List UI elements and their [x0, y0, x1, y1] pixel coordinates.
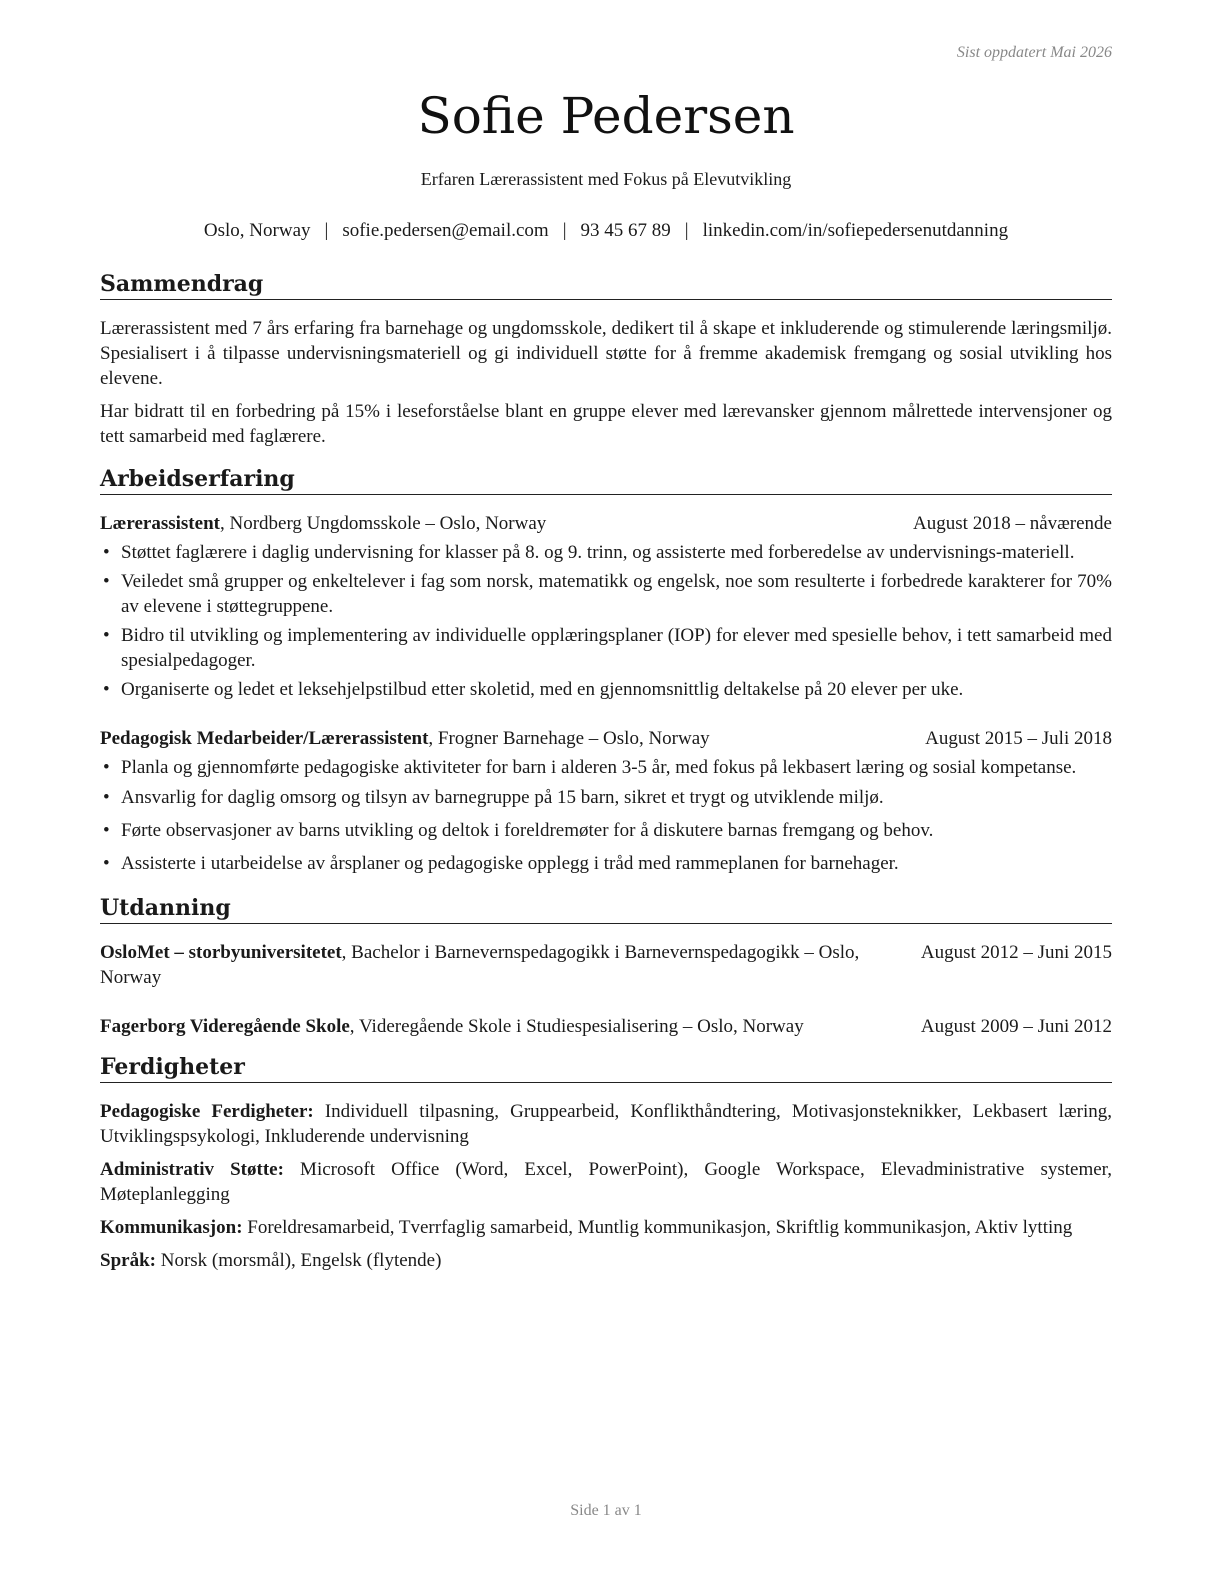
- job-bullet: • Støttet faglærere i daglig undervisning for klasser på 8. og 9. trinn, og assisterte med forberedelse av undervisnings-materiell.: [100, 540, 1112, 565]
- education-date: August 2012 – Juni 2015: [920, 942, 1112, 963]
- education-date: August 2009 – Juni 2012: [920, 1016, 1112, 1037]
- job-date: August 2015 – Juli 2018: [925, 728, 1112, 749]
- skill-group: [100, 1248, 1112, 1273]
- skills-section: [100, 1053, 1112, 1273]
- skill-text: Norsk (morsmål), Engelsk (flytende): [155, 1250, 442, 1271]
- section-heading-experience: Arbeidserfaring: [100, 465, 1112, 495]
- job-bullet: • Assisterte i utarbeidelse av årsplaner og pedagogiske opplegg i tråd med rammeplanen for barnehager.: [100, 851, 1112, 876]
- contact-separator: |: [324, 220, 329, 241]
- contact-location: Oslo, Norway: [203, 220, 311, 241]
- job-employer: , Nordberg Ungdomsskole – Oslo, Norway: [219, 513, 547, 534]
- education-section: [100, 894, 1112, 1039]
- degree: , Videregående Skole i Studiespesialisering – Oslo, Norway: [349, 1016, 804, 1037]
- job-bullet: • Organiserte og ledet et leksehjelpstilbud etter skoletid, med en gjennomsnittlig deltakelse på 20 elever per uke.: [100, 677, 1112, 702]
- job-title: Lærerassistent: [100, 513, 220, 534]
- job-date: August 2018 – nåværende: [913, 513, 1112, 534]
- education-entry: [100, 940, 1112, 990]
- contact-separator: |: [562, 220, 567, 241]
- summary-paragraph: Har bidratt til en forbedring på 15% i leseforståelse blant en gruppe elever med lærevansker gjennom målrettede intervensjoner og tett samarbeid med faglærere.: [100, 401, 1112, 447]
- job-bullet: • Planla og gjennomførte pedagogiske aktiviteter for barn i alderen 3-5 år, med fokus på lekbasert læring og sosial kompetanse.: [100, 755, 1112, 780]
- job-bullet: • Ansvarlig for daglig omsorg og tilsyn av barnegruppe på 15 barn, sikret et trygt og utviklende miljø.: [100, 785, 1112, 810]
- summary-section: [100, 270, 1112, 449]
- skill-label: Kommunikasjon:: [100, 1217, 243, 1238]
- education-entry: [100, 1014, 1112, 1039]
- skill-text: Foreldresamarbeid, Tverrfaglig samarbeid, Muntlig kommunikasjon, Skriftlig kommunikasjon, Aktiv lytting: [242, 1217, 1073, 1238]
- school-name: OsloMet – storbyuniversitetet: [100, 942, 342, 963]
- contact-linkedin[interactable]: linkedin.com/in/sofiepedersenutdanning: [702, 220, 1009, 241]
- candidate-name: Sofie Pedersen: [417, 87, 795, 145]
- contact-email[interactable]: sofie.pedersen@email.com: [342, 220, 549, 241]
- school-name: Fagerborg Videregående Skole: [100, 1016, 350, 1037]
- contact-line: [100, 218, 1112, 244]
- skill-label: Administrativ Støtte:: [100, 1159, 284, 1180]
- job-entry: [100, 511, 1112, 702]
- job-bullet: • Bidro til utvikling og implementering av individuelle opplæringsplaner (IOP) for elever med spesielle behov, i tett samarbeid med spesialpedagoger.: [100, 623, 1112, 673]
- last-updated: Sist oppdatert Mai 2026: [956, 44, 1112, 61]
- contact-separator: |: [684, 220, 689, 241]
- skill-text: Individuell tilpasning, Gruppearbeid, Konflikthåndtering, Motivasjonsteknikker, Lekbasert læring, Utviklingspsykologi, Inkluderende undervisning: [100, 1101, 1112, 1147]
- skill-label: Pedagogiske Ferdigheter:: [100, 1101, 314, 1122]
- skill-label: Språk:: [100, 1250, 156, 1271]
- skill-group: [100, 1215, 1112, 1240]
- section-heading-skills: Ferdigheter: [100, 1053, 1112, 1083]
- job-title: Pedagogisk Medarbeider/Lærerassistent: [100, 728, 429, 749]
- experience-section: [100, 465, 1112, 876]
- job-bullet: • Førte observasjoner av barns utvikling og deltok i foreldremøter for å diskutere barnas fremgang og behov.: [100, 818, 1112, 843]
- headline: Erfaren Lærerassistent med Fokus på Elevutvikling: [420, 169, 792, 189]
- job-bullet: • Veiledet små grupper og enkeltelever i fag som norsk, matematikk og engelsk, noe som resulterte i forbedrede karakterer for 70% av elevene i støttegruppene.: [100, 569, 1112, 619]
- skill-group: [100, 1099, 1112, 1149]
- skill-group: [100, 1157, 1112, 1207]
- degree: , Bachelor i Barnevernspedagogikk i Barnevernspedagogikk – Oslo, Norway: [100, 942, 860, 988]
- job-entry: [100, 726, 1112, 876]
- section-heading-summary: Sammendrag: [100, 270, 1112, 300]
- page-number: Side 1 av 1: [570, 1502, 642, 1519]
- summary-paragraph: Lærerassistent med 7 års erfaring fra barnehage og ungdomsskole, dedikert til å skape et inkluderende og stimulerende læringsmiljø. Spesialisert i å tilpasse undervisningsmateriell og gi individuell støtte for å fremme akademisk fremgang og sosial utvikling hos elevene.: [100, 318, 1112, 389]
- job-employer: , Frogner Barnehage – Oslo, Norway: [428, 728, 710, 749]
- contact-phone: 93 45 67 89: [580, 220, 671, 241]
- section-heading-education: Utdanning: [100, 894, 1112, 924]
- skill-text: Microsoft Office (Word, Excel, PowerPoint), Google Workspace, Elevadministrative systemer, Møteplanlegging: [100, 1159, 1112, 1205]
- resume-body: [100, 270, 1112, 1281]
